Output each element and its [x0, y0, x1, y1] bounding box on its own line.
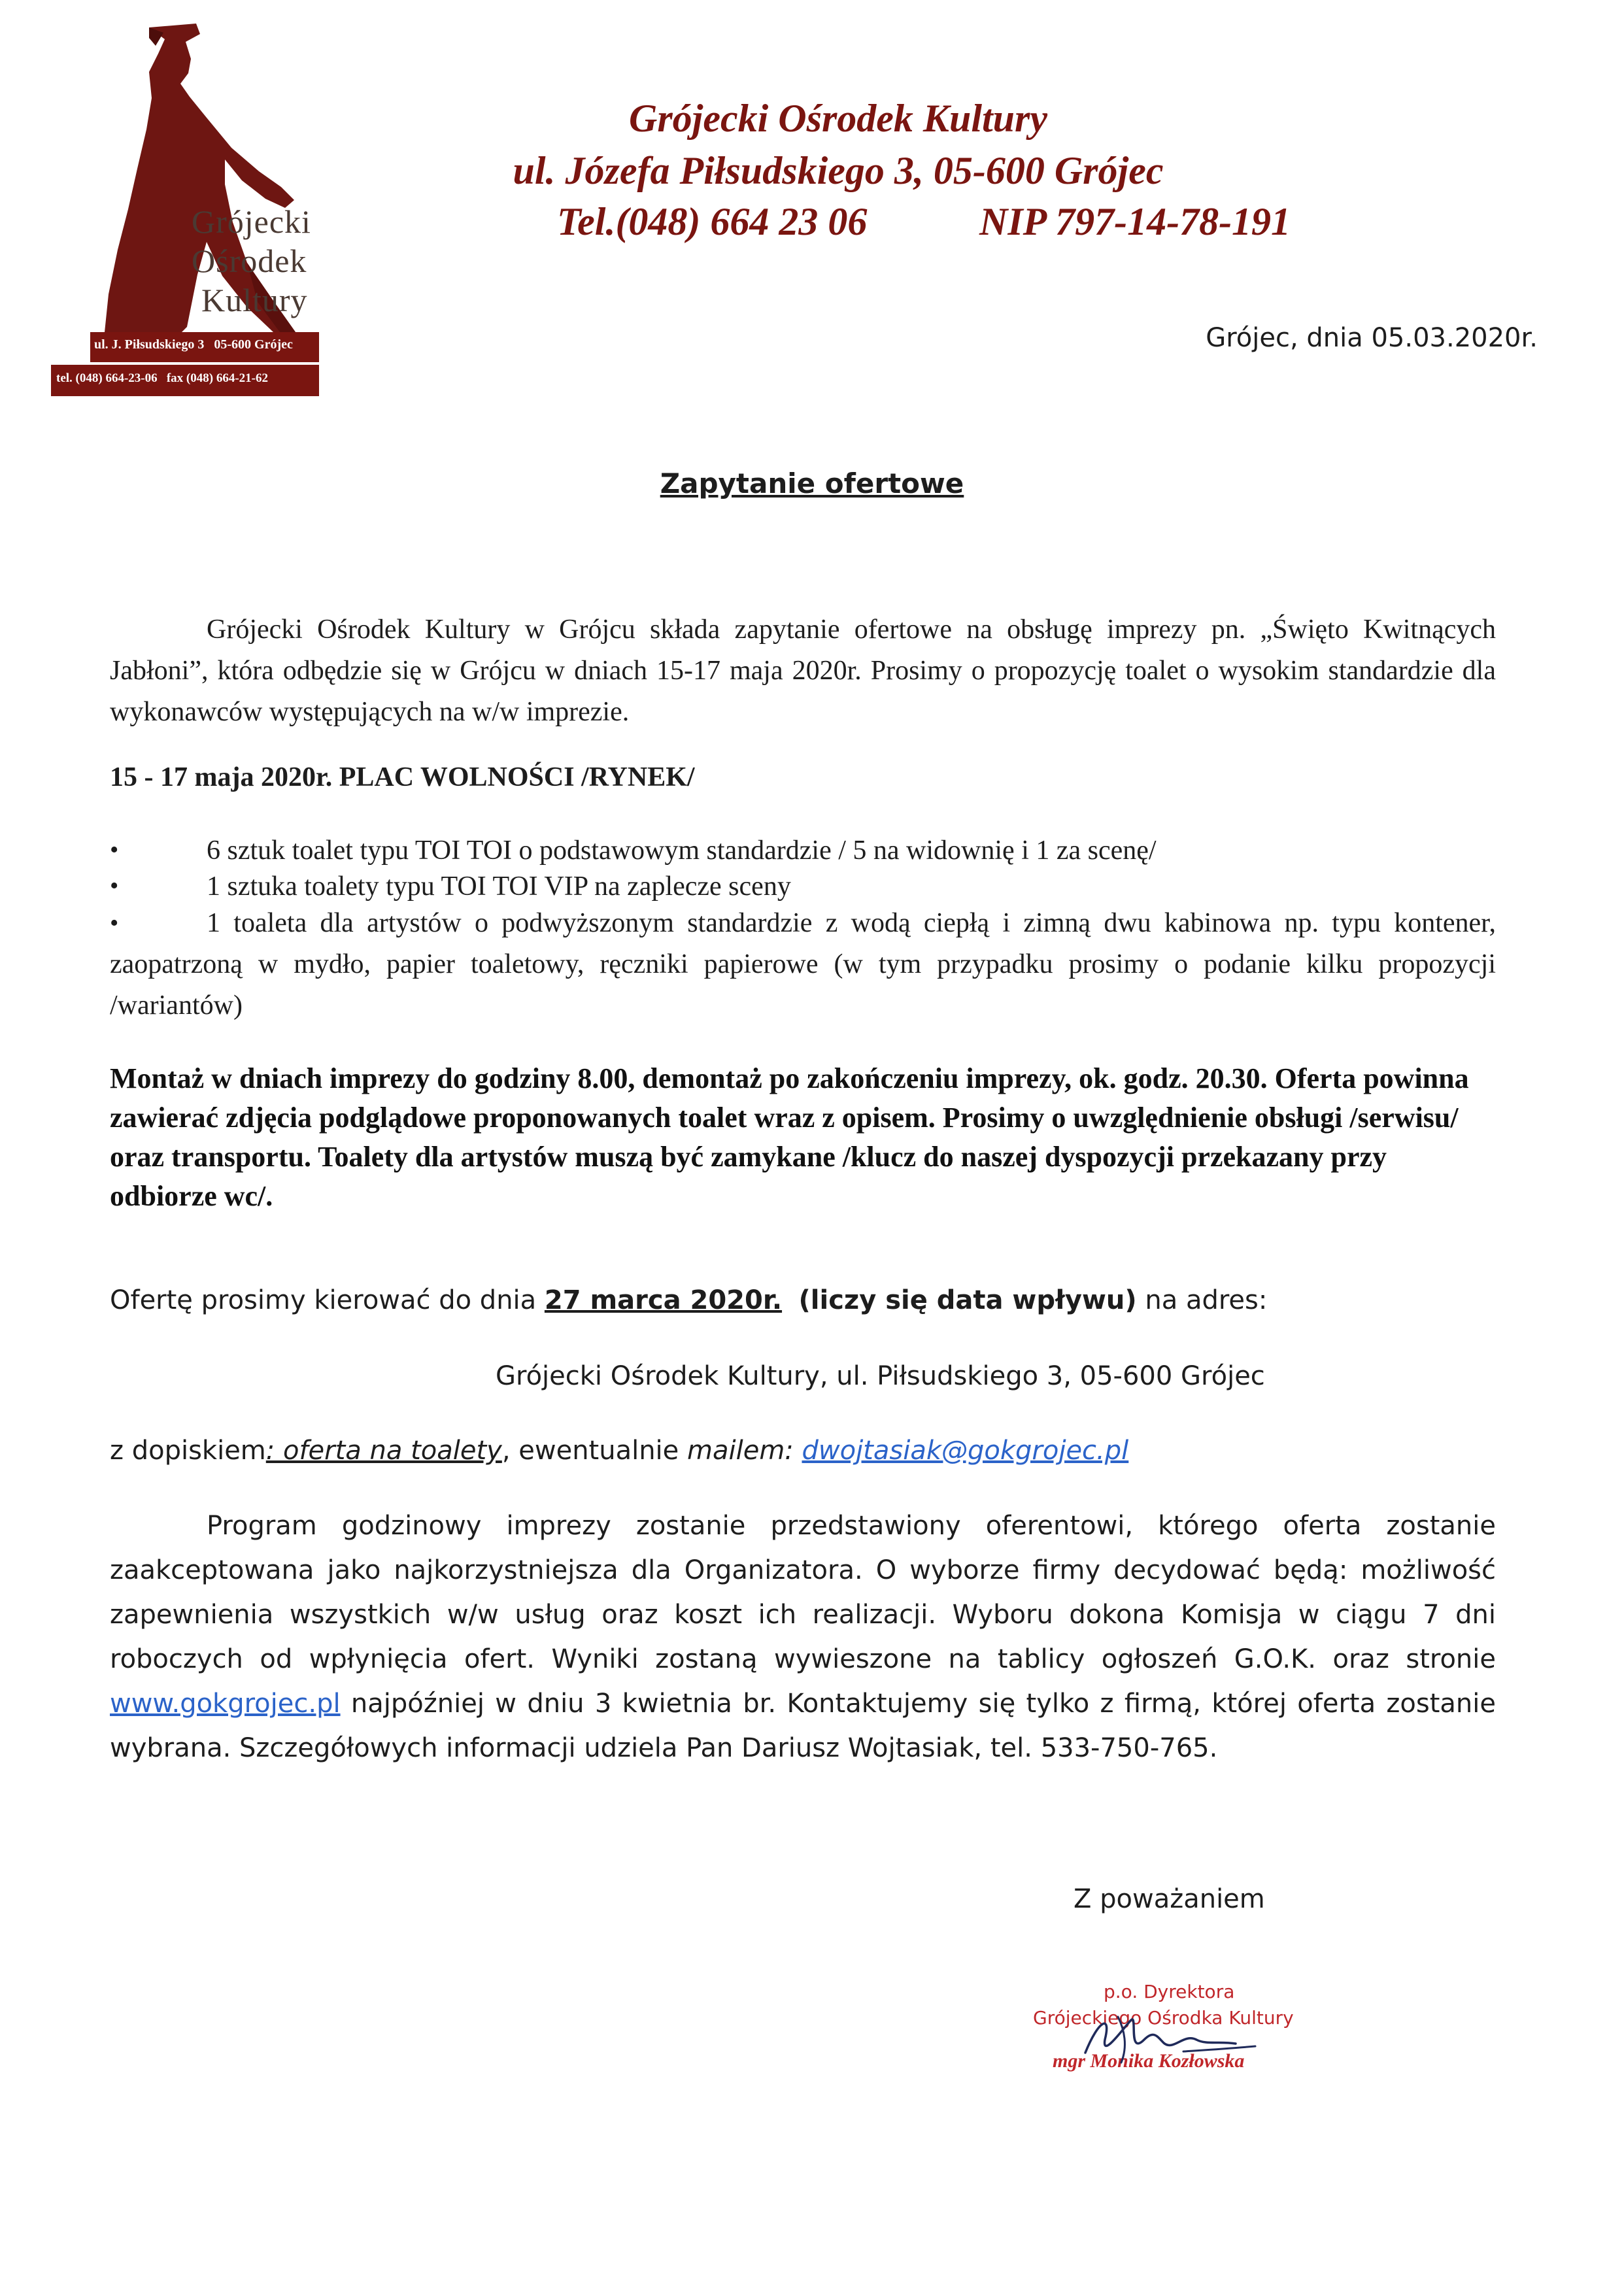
- bold-notes-text: Montaż w dniach imprezy do godziny 8.00, demontaż po zakończeniu imprezy, ok. godz. 20.30. Oferta powinna zawierać zdjęcia podglądowe proponowanych toalet wraz z opisem. Prosimy o uwzględnienie obsługi /serwisu/ oraz transportu. Toalety dla artystów muszą być zamykane /klucz do naszej dyspozycji przekazany przy odbiorze wc/.: [110, 1062, 1469, 1212]
- program-text-2: najpóźniej w dniu 3 kwietnia br. Kontaktujemy się tylko z firmą, której oferta zostanie wybrana. Szczegółowych informacji udziela Pan Dariusz Wojtasiak, tel. 533-750-765.: [110, 1689, 1496, 1763]
- logo-name-line-3: Kultury: [201, 282, 308, 318]
- closing: Z poważaniem: [1074, 1884, 1265, 1914]
- note-middle: , ewentualnie: [501, 1436, 687, 1466]
- signature-icon: [1066, 2000, 1262, 2072]
- bullet-icon: •: [110, 836, 119, 864]
- bullet-icon: •: [110, 909, 119, 937]
- list-item-text: [110, 903, 1496, 1026]
- header-nip: NIP 797-14-78-191: [979, 200, 1291, 243]
- list-item-text: 6 sztuk toalet typu TOI TOI o podstawowym standardzie / 5 na widownię i 1 za scenę/: [207, 835, 1157, 866]
- intro-paragraph: [110, 609, 1496, 733]
- logo: [51, 20, 326, 392]
- list-item-text: 1 sztuka toalety typu TOI TOI VIP na zaplecze sceny: [207, 871, 791, 902]
- deadline-suffix: na adres:: [1136, 1285, 1268, 1315]
- note-prefix: z dopiskiem: [110, 1436, 266, 1466]
- note-mail-label: mailem:: [687, 1436, 794, 1466]
- bold-notes: [110, 1059, 1496, 1216]
- program-paragraph: [110, 1504, 1496, 1770]
- stamp-line-1: p.o. Dyrektora: [1104, 1981, 1235, 2002]
- stamp-line-3: mgr Monika Kozłowska: [1053, 2050, 1245, 2072]
- bullet-icon: •: [110, 872, 119, 900]
- deadline-bold: (liczy się data wpływu): [798, 1285, 1137, 1315]
- header-address: ul. Józefa Piłsudskiego 3, 05-600 Grójec: [513, 149, 1164, 192]
- header-org-name: Grójecki Ośrodek Kultury: [628, 97, 1048, 140]
- date-line: Grójec, dnia 05.03.2020r.: [1206, 323, 1538, 353]
- logo-address: ul. J. Piłsudskiego 3 05-600 Grójec: [94, 337, 293, 352]
- deadline-date: 27 marca 2020r.: [544, 1285, 783, 1315]
- stamp-line-2: Grójeckiego Ośrodka Kultury: [1033, 2007, 1294, 2029]
- intro-text: Grójecki Ośrodek Kultury w Grójcu składa zapytanie ofertowe na obsługę imprezy pn. „Święto Kwitnących Jabłoni”, która odbędzie się w Grójcu w dniach 15-17 maja 2020r. Prosimy o propozycję toalet o wysokim standardzie dla wykonawców występujących na w/w imprezie.: [110, 615, 1496, 727]
- program-text-1: Program godzinowy imprezy zostanie przedstawiony oferentowi, którego oferta zostanie zaakceptowana jako najkorzystniejsza dla Organizatora. O wyborze firmy decydować będą: możliwość zapewnienia wszystkich w/w usług oraz koszt ich realizacji. Wyboru dokona Komisja w ciągu 7 dni roboczych od wpłynięcia ofert. Wyniki zostaną wywieszone na tablicy ogłoszeń G.O.K. oraz stronie: [110, 1511, 1496, 1674]
- logo-name-line-2: Ośrodek: [192, 243, 307, 279]
- email-link[interactable]: dwojtasiak@gokgrojec.pl: [802, 1436, 1129, 1466]
- stamp: [1020, 1981, 1334, 2092]
- logo-name-line-1: Grójecki: [192, 203, 311, 240]
- address-line: Grójecki Ośrodek Kultury, ul. Piłsudskiego 3, 05-600 Grójec: [496, 1361, 1265, 1391]
- deadline-line: [110, 1285, 1267, 1315]
- list-item-text-content: 1 toaleta dla artystów o podwyższonym standardzie z wodą ciepłą i zimną dwu kabinowa np. typu kontener, zaopatrzoną w mydło, papier toaletowy, ręczniki papierowe (w tym przypadku prosimy o podanie kilku propozycji /wariantów): [110, 908, 1496, 1020]
- note-italic: : oferta na toalety: [265, 1436, 502, 1466]
- logo-phones: tel. (048) 664-23-06 fax (048) 664-21-62: [56, 371, 268, 385]
- website-link[interactable]: www.gokgrojec.pl: [110, 1689, 341, 1719]
- page-title: Zapytanie ofertowe: [660, 467, 964, 499]
- deadline-prefix: Ofertę prosimy kierować do dnia: [110, 1285, 545, 1315]
- note-line: [110, 1436, 1128, 1466]
- header-phone: Tel.(048) 664 23 06: [557, 200, 868, 243]
- event-heading: 15 - 17 maja 2020r. PLAC WOLNOŚCI /RYNEK/: [110, 762, 695, 792]
